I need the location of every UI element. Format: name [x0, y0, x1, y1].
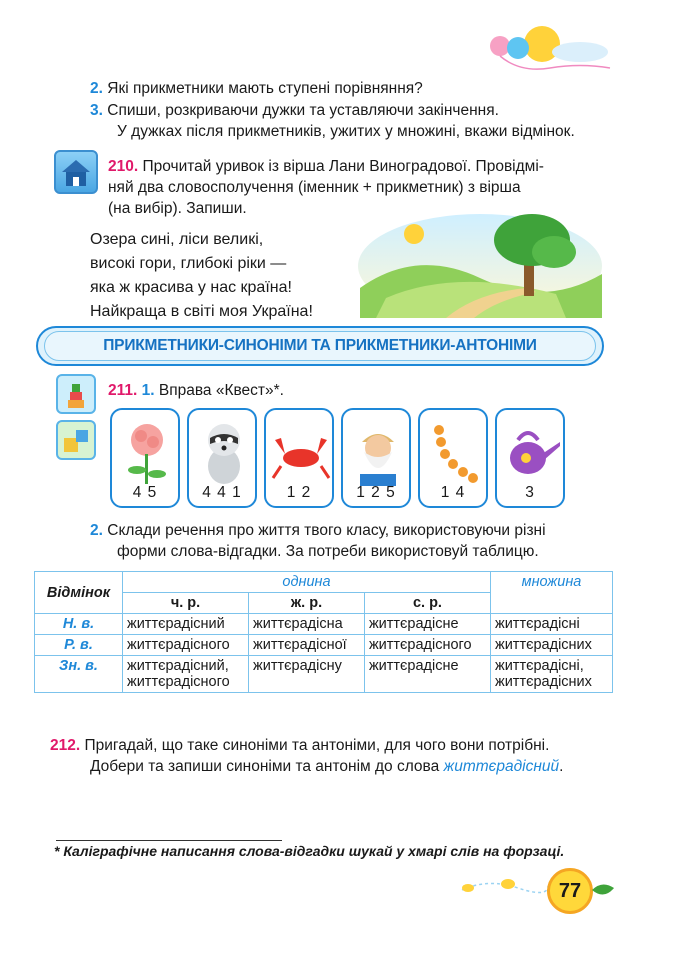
exercise-212-line2-end: .: [559, 758, 564, 775]
page-number: 77: [547, 868, 593, 914]
quest-card: [341, 408, 411, 508]
table-cell: життєрадісне: [364, 656, 490, 693]
poem: [90, 228, 380, 324]
leaf-icon: [592, 880, 614, 900]
pyramid-toy-icon: [56, 374, 96, 414]
lobster-icon: [271, 418, 331, 488]
exercise-212-line2-text: Добери та запиши синоніми та антонім до слова: [90, 758, 444, 775]
table-cell-line: життєрадісного: [127, 674, 230, 690]
task-2: [90, 78, 610, 99]
exercise-210-line3: (на вибір). Запиши.: [108, 200, 247, 217]
exercise-212-word: життєрадісний: [443, 758, 560, 775]
exercise-212-line2: [50, 756, 606, 777]
declension-table: [34, 571, 613, 693]
exercise-211-number: 211.: [108, 382, 138, 399]
table-cell: [123, 656, 249, 693]
table-cell: життєрадісне: [364, 614, 490, 635]
exercise-210-line1: Прочитай уривок із вірша Лани Виноградової. Провідмі-: [142, 158, 544, 175]
watering-can-icon: [502, 418, 562, 488]
table-cell-case: Н. в.: [35, 614, 123, 635]
exercise-210-number: 210.: [108, 158, 139, 175]
exercise-210-line2: няй два словосполучення (іменник + прикметник) з вірша: [108, 179, 521, 196]
exercise-211-task-2: [90, 520, 600, 562]
landscape-illustration: [356, 208, 604, 318]
quest-card-code: 1 2: [286, 484, 312, 501]
exercise-211-task-2-line2: форми слова-відгадки. За потреби використовуй таблицю.: [117, 543, 539, 560]
footnote-divider: [56, 840, 282, 841]
flower-icon: [117, 418, 177, 488]
table-cell: життєрадісного: [364, 635, 490, 656]
table-cell: [491, 656, 613, 693]
table-cell-case: Зн. в.: [35, 656, 123, 693]
section-banner: ПРИКМЕТНИКИ-СИНОНІМИ ТА ПРИКМЕТНИКИ-АНТОНІМИ: [44, 331, 596, 361]
table-cell-case: Р. в.: [35, 635, 123, 656]
balloons-sun-decoration: [480, 18, 620, 78]
table-cell: життєрадісний: [123, 614, 249, 635]
table-cell: життєрадісні: [491, 614, 613, 635]
task-3-line2: У дужках після прикметників, ужитих у множині, вкажи відмінок.: [117, 123, 575, 140]
table-row: [35, 656, 613, 693]
beads-icon: [425, 418, 485, 488]
exercise-211: [108, 380, 508, 401]
task-3: [90, 100, 600, 142]
quest-card: [418, 408, 488, 508]
poem-line: Найкраща в світі моя Україна!: [90, 303, 313, 320]
table-cell-line: життєрадісний,: [127, 658, 229, 674]
quest-card-code: 1 4: [440, 484, 466, 501]
quest-card: [110, 408, 180, 508]
table-cell: життєрадісних: [491, 635, 613, 656]
table-cell: життєрадісна: [249, 614, 365, 635]
table-cell: життєрадісного: [123, 635, 249, 656]
table-header-gender: ж. р.: [249, 593, 365, 614]
quest-card-code: 1 2 5: [356, 484, 396, 501]
task-2-text: Які прикметники мають ступені порівняння?: [107, 80, 423, 97]
raccoon-icon: [194, 418, 254, 488]
exercise-212-number: 212.: [50, 737, 81, 754]
exercise-212-line1: Пригадай, що таке синоніми та антоніми, для чого вони потрібні.: [84, 737, 550, 754]
quest-card: [187, 408, 257, 508]
old-man-icon: [348, 418, 408, 488]
house-icon: [54, 150, 98, 194]
poem-line: Озера сині, ліси великі,: [90, 231, 264, 248]
exercise-211-task-2-line1: Склади речення про життя твого класу, використовуючи різні: [107, 522, 546, 539]
exercise-211-sub-number: 1.: [141, 382, 155, 399]
quest-card: [264, 408, 334, 508]
table-header-gender: ч. р.: [123, 593, 249, 614]
table-cell: життєрадісної: [249, 635, 365, 656]
exercise-211-title: Вправа «Квест»*.: [158, 382, 284, 399]
table-row: [35, 614, 613, 635]
table-cell-line: життєрадісних: [495, 674, 592, 690]
quest-card-code: 3: [525, 484, 535, 501]
table-header-plural: множина: [491, 572, 613, 614]
quest-card-code: 4 4 1: [202, 484, 242, 501]
table-row: [35, 635, 613, 656]
poem-line: високі гори, глибокі ріки —: [90, 255, 287, 272]
blocks-icon: [56, 420, 96, 460]
task-3-line1: Спиши, розкриваючи дужки та уставляючи закінчення.: [107, 102, 499, 119]
quest-card: [495, 408, 565, 508]
poem-line: яка ж красива у нас країна!: [90, 279, 292, 296]
table-header-gender: с. р.: [364, 593, 490, 614]
footnote: * Каліграфічне написання слова-відгадки шукай у хмарі слів на форзаці.: [54, 843, 565, 859]
quest-card-code: 4 5: [132, 484, 158, 501]
bees-decoration: [458, 872, 548, 902]
exercise-211-task-2-number: 2.: [90, 522, 103, 539]
task-3-number: 3.: [90, 102, 103, 119]
exercise-212: [50, 735, 606, 777]
table-cell: життєрадісну: [249, 656, 365, 693]
table-cell-line: життєрадісні,: [495, 658, 584, 674]
table-header-case: Відмінок: [35, 572, 123, 614]
task-2-number: 2.: [90, 80, 103, 97]
table-header-singular: однина: [123, 572, 491, 593]
